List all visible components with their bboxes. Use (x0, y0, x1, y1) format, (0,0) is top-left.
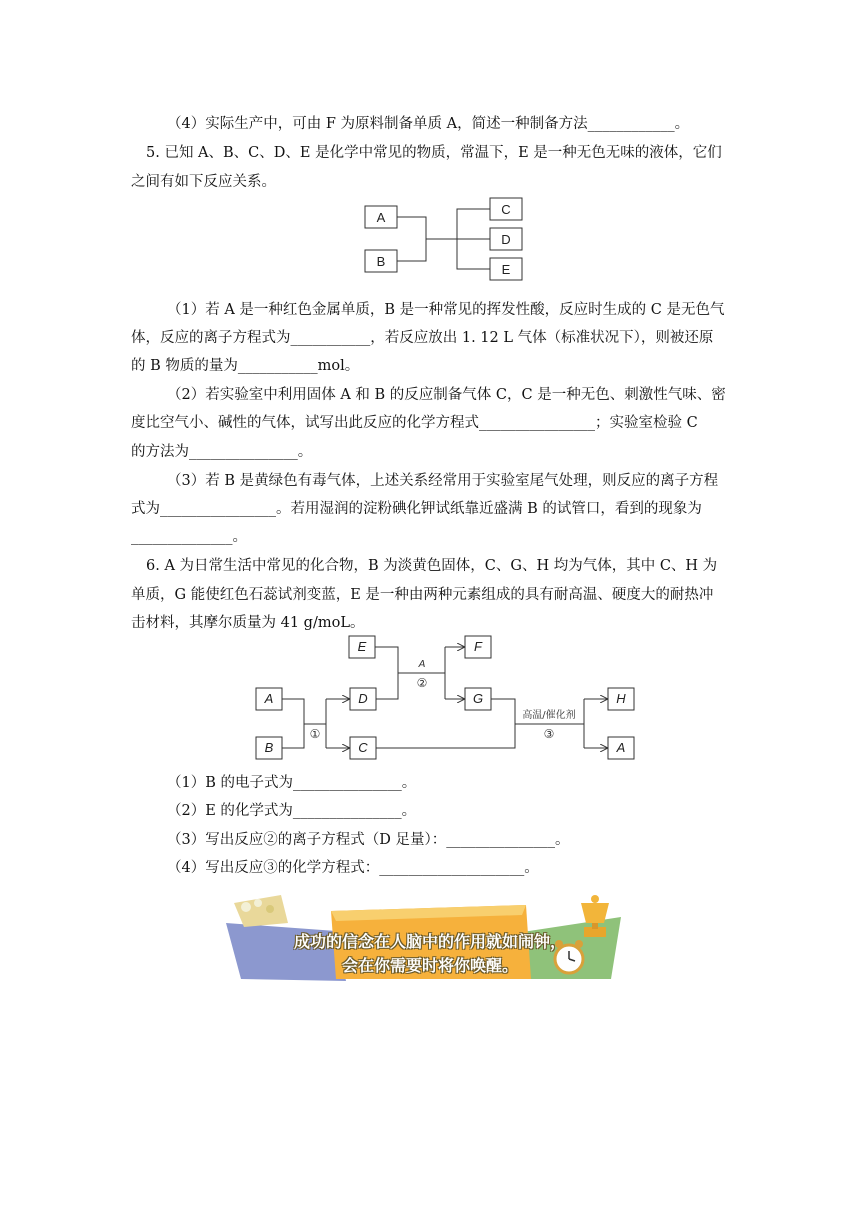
box-d-label: D (501, 232, 511, 247)
q5-stem-line1: 5. 已知 A、B、C、D、E 是化学中常见的物质，常温下，E 是一种无色无味的液体，它们 (146, 145, 722, 161)
q6-stem-line3: 击材料，其摩尔质量为 41 g/moL。 (131, 615, 365, 631)
box-b-label: B (264, 740, 274, 755)
box-e-label: E (357, 639, 367, 654)
reaction-diagram-2 (250, 630, 645, 765)
box-h-label: H (616, 691, 626, 706)
q5-2-line2: 度比空气小、碱性的气体，试写出此反应的化学方程式________________；实验室检验 C (131, 415, 698, 431)
q5-3-line1: （3）若 B 是黄绿色有毒气体，上述关系经常用于实验室尾气处理，则反应的离子方程 (167, 473, 719, 489)
box-b-label: B (376, 254, 386, 269)
box-f-label: F (474, 639, 482, 654)
banner-text-line2: 会在你需要时将你唤醒。 (341, 956, 518, 975)
edge-label-a: A (418, 659, 426, 670)
edge-label-1: ① (309, 727, 321, 741)
q5-2-line1: （2）若实验室中利用固体 A 和 B 的反应制备气体 C，C 是一种无色、刺激性气味、密 (167, 387, 726, 403)
box-c-label: C (358, 740, 368, 755)
box-e-label: E (501, 262, 511, 277)
q6-4: （4）写出反应③的化学方程式：____________________。 (167, 860, 539, 876)
box-d-label: D (358, 691, 368, 706)
banner-text-line1: 成功的信念在人脑中的作用就如闹钟， (293, 932, 566, 951)
edge-label-2: ② (416, 676, 428, 690)
banner-flower-decor (234, 895, 288, 927)
q6-3: （3）写出反应②的离子方程式（D 足量）：_______________。 (167, 832, 570, 848)
edge-label-3: ③ (543, 727, 555, 741)
q6-1: （1）B 的电子式为_______________。 (167, 775, 417, 791)
q5-1-line3: 的 B 物质的量为___________mol。 (131, 358, 360, 374)
box-a2-label: A (616, 740, 626, 755)
q5-1-line1: （1）若 A 是一种红色金属单质，B 是一种常见的挥发性酸，反应时生成的 C 是无色气 (167, 302, 725, 318)
q5-stem-line2: 之间有如下反应关系。 (131, 174, 276, 190)
q5-3-line3: ______________。 (131, 529, 247, 545)
box-c-label: C (501, 202, 511, 217)
q5-3-line2: 式为________________。若用湿润的淀粉碘化钾试纸靠近盛满 B 的试管口，看到的现象为 (131, 501, 702, 517)
motivational-banner (226, 893, 634, 981)
q5-1-line2: 体，反应的离子方程式为___________，若反应放出 1. 12 L 气体（标准状况下），则被还原 (131, 330, 714, 346)
edge-label-catalyst: 高温/催化剂 (522, 710, 576, 721)
q6-2: （2）E 的化学式为_______________。 (167, 803, 417, 819)
box-a-label: A (264, 691, 274, 706)
q6-stem-line2: 单质，G 能使红色石蕊试剂变蓝，E 是一种由两种元素组成的具有耐高温、硬度大的耐热冲 (131, 587, 714, 603)
reaction-diagram-1 (360, 196, 530, 284)
box-a-label: A (376, 210, 386, 225)
q6-stem-line1: 6. A 为日常生活中常见的化合物，B 为淡黄色固体，C、G、H 均为气体，其中 C、H 为 (146, 558, 718, 574)
q4-text: （4）实际生产中，可由 F 为原料制备单质 A，简述一种制备方法____________。 (167, 116, 690, 132)
q5-2-line3: 的方法为_______________。 (131, 444, 313, 460)
box-g-label: G (472, 691, 484, 706)
